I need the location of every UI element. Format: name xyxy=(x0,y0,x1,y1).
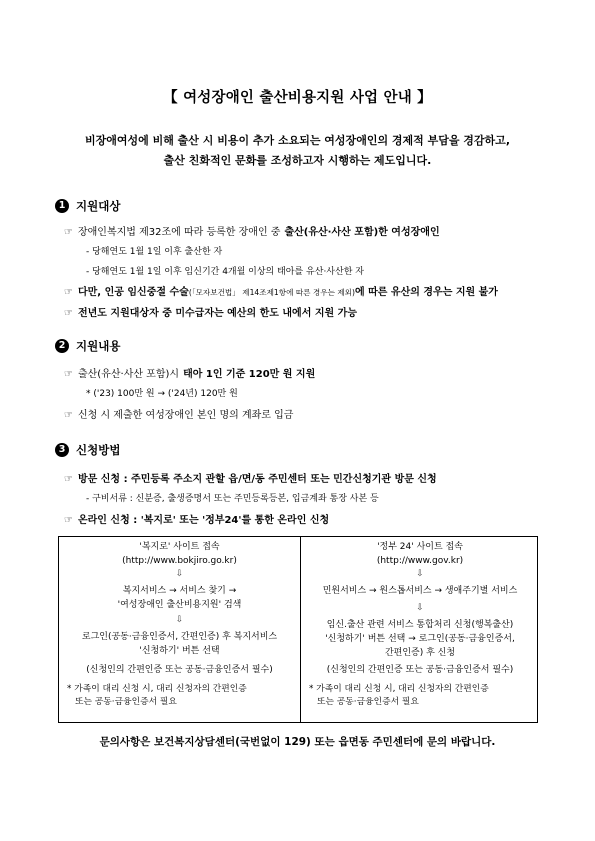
bokjiro-proxy-note: * 가족이 대리 신청 시, 대리 신청자의 간편인증 또는 공동·금융인증서 필요 xyxy=(67,684,247,707)
section-1-sub-1: - 당해연도 1월 1일 이후 출산한 자 xyxy=(86,247,223,257)
bokjiro-step-3-line-1: 로그인(공동·금융인증서, 간편인증) 후 복지서비스 xyxy=(81,632,278,642)
bokjiro-step-2-line-1: 복지서비스 → 서비스 찾기 → xyxy=(122,586,237,596)
section-3-item-2: ☞ 온라인 신청 : '복지로' 또는 '정부24'를 통한 온라인 신청 xyxy=(64,515,330,526)
section-3-heading xyxy=(55,442,120,458)
pointing-hand-icon: ☞ xyxy=(64,287,73,298)
pointing-hand-icon: ☞ xyxy=(64,308,73,319)
pointing-hand-icon: ☞ xyxy=(64,369,73,380)
pointing-hand-icon: ☞ xyxy=(64,515,73,526)
gov24-site-name: '정부 24' 사이트 접속 xyxy=(377,542,463,552)
down-arrow-icon: ⇩ xyxy=(416,569,424,579)
section-2-item-2: ☞ 신청 시 제출한 여성장애인 본인 명의 계좌로 입금 xyxy=(64,410,294,421)
bokjiro-step-3-line-2: '신청하기' 버튼 선택 xyxy=(139,646,220,656)
down-arrow-icon: ⇩ xyxy=(175,615,184,625)
pointing-hand-icon: ☞ xyxy=(64,410,73,421)
intro-paragraph xyxy=(0,131,595,171)
page-title: 【 여성장애인 출산비용지원 사업 안내 】 xyxy=(163,90,432,106)
section-1-item-1: ☞ 장애인복지법 제32조에 따라 등록한 장애인 중 출산(유산·사산 포함)한 여성장애인 xyxy=(64,227,440,238)
intro-line-2: 출산 친화적인 문화를 조성하고자 시행하는 제도입니다. xyxy=(163,154,432,167)
section-2-heading xyxy=(55,338,120,354)
gov24-proxy-note: * 가족이 대리 신청 시, 대리 신청자의 간편인증 또는 공동·금융인증서 필요 xyxy=(309,684,489,707)
gov24-site-url: (http://www.gov.kr) xyxy=(376,556,464,566)
bokjiro-step-2-line-2: '여성장애인 출산비용지원' 검색 xyxy=(117,600,242,610)
section-2-sub-1: * ('23) 100만 원 → ('24년) 120만 원 xyxy=(86,389,238,399)
pointing-hand-icon: ☞ xyxy=(64,474,73,485)
section-1-sub-2: - 당해연도 1월 1일 이후 임신기간 4개월 이상의 태아를 유산·사산한 자 xyxy=(86,267,364,277)
bokjiro-site-url: (http://www.bokjiro.go.kr) xyxy=(122,556,237,566)
pointing-hand-icon: ☞ xyxy=(64,227,73,238)
section-1-heading xyxy=(55,198,120,214)
section-2-title: 지원내용 xyxy=(76,339,121,353)
bokjiro-auth-note: (신청인의 간편인증 또는 공동·금융인증서 필수) xyxy=(86,665,273,675)
gov24-step-3-line-1: 임신.출산 관련 서비스 통합처리 신청(행복출산) xyxy=(326,620,514,630)
online-application-table xyxy=(58,536,538,723)
section-3-item-1: ☞ 방문 신청 : 주민등록 주소지 관할 읍/면/동 주민센터 또는 민간신청기관 방문 신청 xyxy=(64,474,437,485)
down-arrow-icon: ⇩ xyxy=(416,603,424,613)
section-3-sub-1: - 구비서류 : 신분증, 출생증명서 또는 주민등록등본, 입금계좌 통장 사본 등 xyxy=(86,494,379,504)
contact-footer: 문의사항은 보건복지상담센터(국번없이 129) 또는 읍면동 주민센터에 문의 바랍니다. xyxy=(99,736,496,748)
section-1-item-2: ☞ 다만, 인공 임신중절 수술 (「모자보건법」 제14조제1항에 따른 경우는 제외) 에 따른 유산의 경우는 지원 불가 xyxy=(64,287,498,298)
number-1-icon: 1 xyxy=(55,199,69,213)
number-2-icon: 2 xyxy=(55,339,69,353)
section-3-title: 신청방법 xyxy=(76,443,121,457)
number-3-icon: 3 xyxy=(55,443,69,457)
gov24-step-3-line-2: '신청하기' 버튼 선택 → 로그인(공동·금융인증서, xyxy=(325,634,515,644)
intro-line-1: 비장애여성에 비해 출산 시 비용이 추가 소요되는 여성장애인의 경제적 부담을 경감하고, xyxy=(84,134,510,147)
section-1-item-3: ☞ 전년도 지원대상자 중 미수급자는 예산의 한도 내에서 지원 가능 xyxy=(64,308,357,319)
section-2-item-1: ☞ 출산(유산·사산 포함)시 태아 1인 기준 120만 원 지원 xyxy=(64,369,316,380)
gov24-auth-note: (신청인의 간편인증 또는 공동·금융인증서 필수) xyxy=(326,665,514,675)
gov24-step-3-line-3: 간편인증) 후 신청 xyxy=(384,648,456,658)
bokjiro-site-name: '복지로' 사이트 접속 xyxy=(139,542,220,552)
section-1-title: 지원대상 xyxy=(76,199,121,213)
gov24-step-2-line-1: 민원서비스 → 원스톱서비스 → 생애주기별 서비스 xyxy=(322,586,518,596)
down-arrow-icon: ⇩ xyxy=(175,569,184,579)
